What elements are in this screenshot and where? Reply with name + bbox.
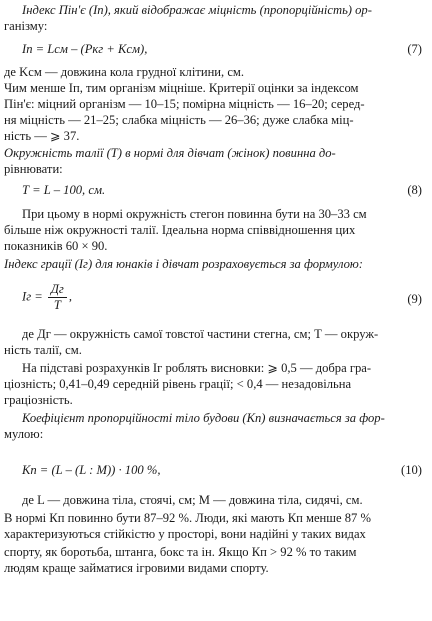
text-line: ціозність; 0,41–0,49 середній рівень грації; < 0,4 — незадовільна — [4, 377, 352, 391]
equation-number-8: (8) — [407, 183, 422, 197]
formula-9-left: Iг = — [22, 289, 43, 304]
equation-number-10: (10) — [401, 463, 422, 477]
pinye-index-intro: Індекс Пін'є (Iп), який відображає міцність (пропорційність) ор- — [22, 3, 372, 17]
fraction-denominator: Т — [53, 298, 61, 312]
text-line: На підставі розрахунків Iг роблять висновки: ⩾ 0,5 — добра гра- — [22, 361, 372, 375]
text-line: мулою: — [4, 427, 44, 441]
text-line: рівнювати: — [4, 162, 63, 176]
text-line: показників 60 × 90. — [4, 239, 108, 253]
text-line: граціозність. — [4, 393, 73, 407]
text-line: ність — ⩾ 37. — [4, 129, 80, 143]
formula-7: Iп = Lсм – (Ркг + Kсм), — [22, 42, 148, 56]
text-line: спорту, як боротьба, штанга, бокс та ін. Якщо Кп > 92 % то таким — [4, 545, 357, 559]
text-line: Чим менше Iп, тим організм міцніше. Критерії оцінки за індексом — [4, 81, 359, 95]
formula-9-end: , — [68, 289, 73, 304]
text-line: де Дг — окружність самої товстої частини стегна, см; Т — окруж- — [22, 327, 379, 341]
text-line: де Kсм — довжина кола грудної клітини, см. — [4, 65, 245, 79]
formula-8: Т = L – 100, см. — [22, 183, 106, 197]
waist-section-heading: Окружність талії (Т) в нормі для дівчат (жінок) повинна до- — [4, 146, 336, 160]
equation-number-9: (9) — [407, 292, 422, 306]
text-line: ганізму: — [4, 19, 48, 33]
text-line: більше ніж окружності талії. Ідеальна норма співвідношення цих — [4, 223, 356, 237]
text-line: де L — довжина тіла, стоячі, см; M — довжина тіла, сидячі, см. — [22, 493, 363, 507]
text-line: ня міцність — 21–25; слабка міцність — 26–36; дуже слабка міц- — [4, 113, 354, 127]
formula-10: Кп = (L – (L : M)) · 100 %, — [22, 463, 161, 477]
text-line: Пін'є: міцний організм — 10–15; помірна міцність — 16–20; серед- — [4, 97, 365, 111]
fraction-numerator: Дг — [48, 282, 67, 298]
text-line: людям краще займатися ігровими видами спорту. — [4, 561, 269, 575]
text-line: В нормі Кп повинно бути 87–92 %. Люди, які мають Кп менше 87 % — [4, 511, 371, 525]
grace-index-heading: Індекс грації (Iг) для юнаків і дівчат розраховується за формулою: — [4, 257, 364, 271]
equation-number-7: (7) — [407, 42, 422, 56]
fraction — [48, 282, 67, 313]
formula-9 — [22, 282, 426, 313]
text-line: ність талії, см. — [4, 343, 82, 357]
text-line: характеризуються стійкістю у просторі, вони надійні у таких видах — [4, 527, 366, 541]
text-line: При цьому в нормі окружність стегон повинна бути на 30–33 см — [22, 207, 367, 221]
proportionality-heading: Коефіцієнт пропорційності тіло будови (Кп) визначається за фор- — [22, 411, 385, 425]
